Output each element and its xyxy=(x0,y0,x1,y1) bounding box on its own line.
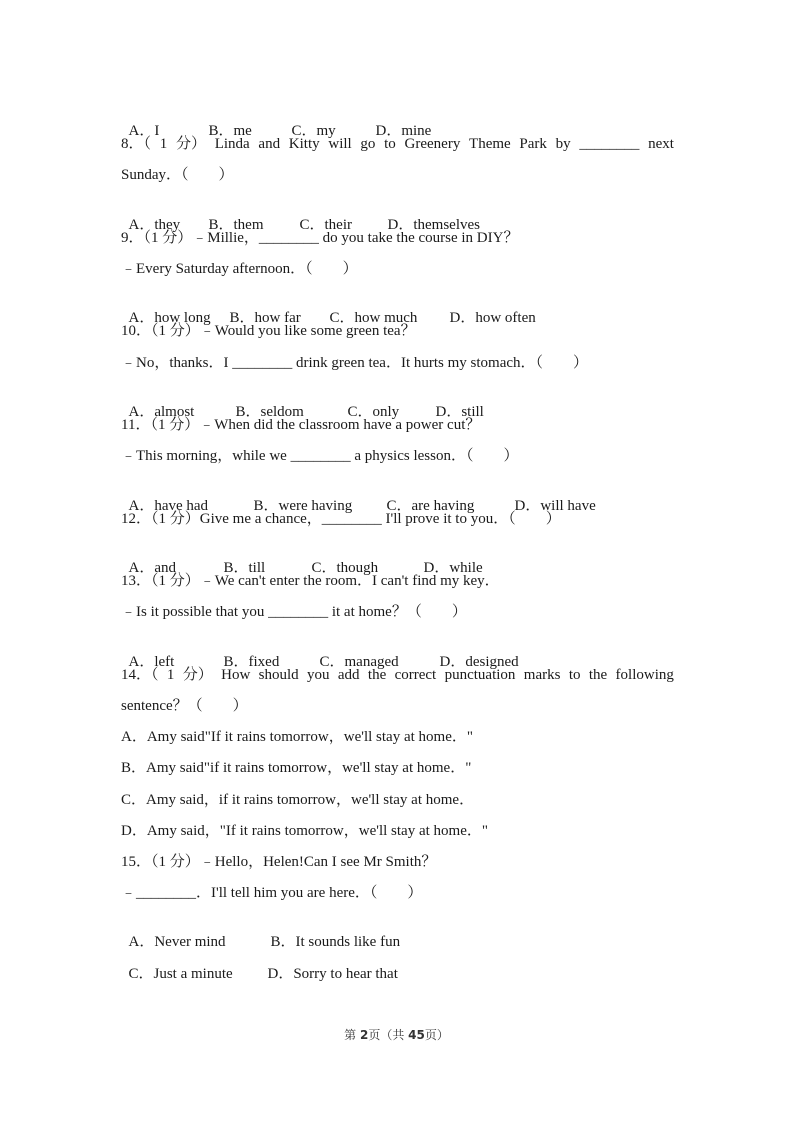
q14-word: How xyxy=(221,667,251,683)
q15-stem: 15．（1 分）﹣Hello，Helen!Can I see Mr Smith？ xyxy=(121,854,437,870)
q11-option-d: D．will have xyxy=(514,498,596,514)
q14-word: correct xyxy=(394,667,437,683)
q14-word: marks xyxy=(523,667,561,683)
q14-word: 14．（ xyxy=(121,667,159,683)
q8-blank: ________ xyxy=(579,136,640,152)
q8-option-d: D．themselves xyxy=(387,217,480,233)
q15-option-b: B．It sounds like fun xyxy=(270,934,401,950)
q10-option-b: B．seldom xyxy=(235,404,304,420)
page-footer xyxy=(0,1026,793,1043)
q8-option-b: B．them xyxy=(208,217,264,233)
q8-word: 8．（ xyxy=(121,136,152,152)
q8-option-c: C．their xyxy=(299,217,352,233)
q14-stem-line2: sentence？（ ） xyxy=(121,698,248,714)
q14-option-c: C．Amy said，if it rains tomorrow，we'll stay at home． xyxy=(121,792,475,808)
q9-option-b: B．how far xyxy=(229,310,301,326)
q9-option-c: C．how much xyxy=(329,310,418,326)
q8-word: Theme xyxy=(469,136,511,152)
q13-option-b: B．fixed xyxy=(223,654,280,670)
q7-option-b: B．me xyxy=(208,123,252,139)
q13-stem: 13．（1 分）﹣We can't enter the room．I can't find my key． xyxy=(121,573,500,589)
q8-word: to xyxy=(384,136,396,152)
q8-word: Kitty xyxy=(288,136,320,152)
q8-stem xyxy=(121,135,674,153)
q14-word: should xyxy=(258,667,299,683)
q8-word: Park xyxy=(519,136,547,152)
q9-option-d: D．how often xyxy=(449,310,536,326)
q11-option-b: B．were having xyxy=(253,498,353,514)
q14-option-a: A．Amy said"If it rains tomorrow，we'll stay at home．" xyxy=(121,729,473,745)
q8-word: Greenery xyxy=(404,136,461,152)
q14-word: the xyxy=(588,667,608,683)
q9-stem: 9．（1 分）﹣Millie，________ do you take the course in DIY？ xyxy=(121,230,519,246)
footer-suffix: 页） xyxy=(424,1028,449,1042)
q9-stem-line2: ﹣Every Saturday afternoon．（ ） xyxy=(121,261,358,277)
q8-option-a: A．they xyxy=(128,217,181,233)
footer-mid: 页（共 xyxy=(368,1028,409,1042)
q8-stem-line2: Sunday．（ ） xyxy=(121,167,234,183)
q7-option-d: D．mine xyxy=(375,123,432,139)
q14-option-d: D．Amy said，"If it rains tomorrow，we'll stay at home．" xyxy=(121,823,488,839)
q11-option-a: A．have had xyxy=(128,498,209,514)
q11-stem: 11．（1 分）﹣When did the classroom have a power cut？ xyxy=(121,417,481,433)
q8-word: go xyxy=(360,136,376,152)
q15-options-row1 xyxy=(121,915,400,951)
q14-word: following xyxy=(615,667,674,683)
q13-option-c: C．managed xyxy=(319,654,399,670)
q10-option-d: D．still xyxy=(435,404,484,420)
q14-word: you xyxy=(307,667,330,683)
q9-option-a: A．how long xyxy=(128,310,211,326)
q12-option-d: D．while xyxy=(423,560,483,576)
q14-word: 1 xyxy=(166,667,175,683)
q15-option-a: A．Never mind xyxy=(128,934,226,950)
footer-total-pages: 45 xyxy=(408,1028,425,1042)
q8-word: and xyxy=(258,136,281,152)
q14-option-b: B．Amy said"if it rains tomorrow，we'll stay at home．" xyxy=(121,760,472,776)
q15-option-c: C．Just a minute xyxy=(128,966,233,982)
q10-option-a: A．almost xyxy=(128,404,195,420)
q8-word: next xyxy=(648,136,674,152)
q14-word: the xyxy=(367,667,387,683)
q12-option-a: A．and xyxy=(128,560,176,576)
footer-page-number: 2 xyxy=(359,1028,369,1042)
q8-word: Linda xyxy=(214,136,250,152)
q14-word: to xyxy=(568,667,581,683)
q12-option-c: C．though xyxy=(311,560,379,576)
q12-stem: 12．（1 分）Give me a chance，________ I'll prove it to you．（ ） xyxy=(121,511,561,527)
q15-stem-line2: ﹣________．I'll tell him you are here．（ ） xyxy=(121,885,423,901)
q11-option-c: C．are having xyxy=(386,498,475,514)
q13-option-a: A．left xyxy=(128,654,175,670)
q8-word: by xyxy=(555,136,571,152)
q8-word: 1 xyxy=(159,136,168,152)
footer-prefix: 第 xyxy=(344,1028,360,1042)
q7-option-c: C．my xyxy=(291,123,336,139)
q7-option-a: A．I xyxy=(128,123,160,139)
q10-option-c: C．only xyxy=(347,404,400,420)
q13-option-d: D．designed xyxy=(439,654,519,670)
q13-stem-line2: ﹣Is it possible that you ________ it at home？（ ） xyxy=(121,604,467,620)
q12-option-b: B．till xyxy=(223,560,266,576)
q10-stem-line2: ﹣No，thanks．I ________ drink green tea．It hurts my stomach．（ ） xyxy=(121,355,589,371)
q10-stem: 10．（1 分）﹣Would you like some green tea？ xyxy=(121,323,416,339)
q8-word: will xyxy=(328,136,352,152)
q8-word: 分） xyxy=(175,136,206,152)
q14-word: 分） xyxy=(182,667,213,683)
q15-option-d: D．Sorry to hear that xyxy=(267,966,398,982)
q14-word: add xyxy=(337,667,360,683)
q14-word: punctuation xyxy=(444,667,516,683)
q11-stem-line2: ﹣This morning，while we ________ a physics lesson．（ ） xyxy=(121,448,519,464)
q14-stem xyxy=(121,666,674,684)
q15-options-row2 xyxy=(121,947,398,983)
